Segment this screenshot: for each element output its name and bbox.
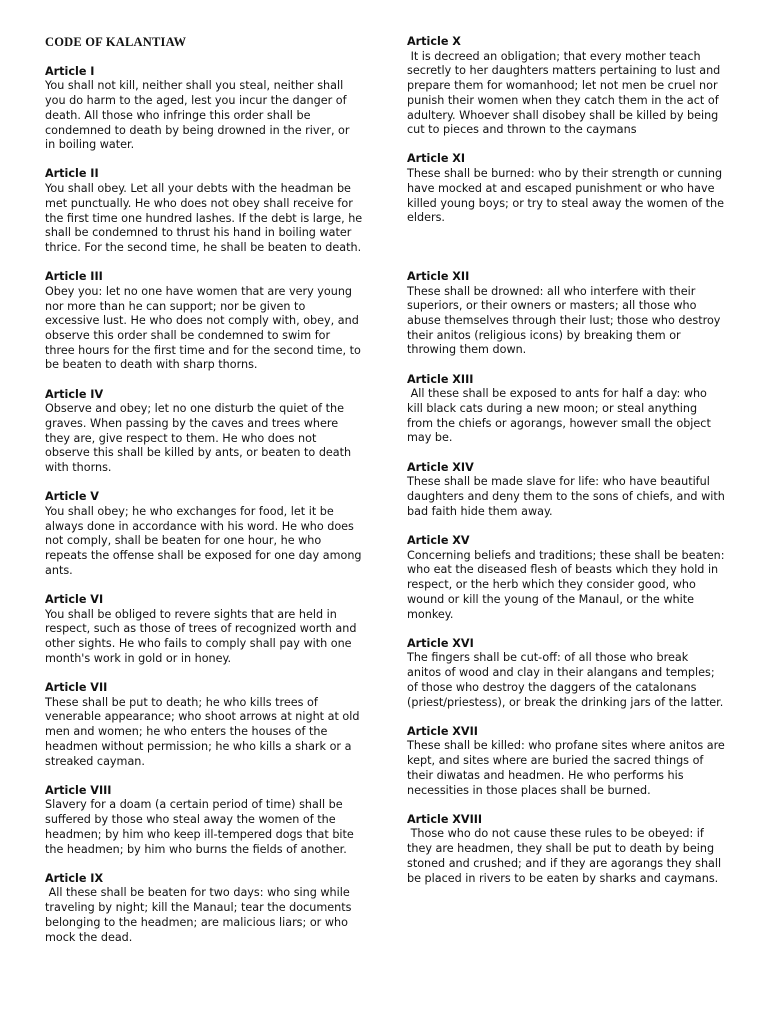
article	[45, 388, 363, 476]
article-heading: Article XIII	[407, 372, 474, 386]
article	[407, 637, 725, 711]
article	[45, 872, 363, 946]
article-body: These shall be burned: who by their strength or cunning have mocked at and escaped punishment or who have killed young boys; or try to steal away the women of the elders.	[407, 167, 728, 225]
article-heading: Article I	[45, 64, 95, 78]
article-heading: Article XVI	[407, 636, 474, 650]
article-heading: Article III	[45, 270, 103, 284]
article-body: These shall be drowned: all who interfere with their superiors, or their owners or masters; all those who abuse themselves through their lust; those who destroy their anitos (religious icons) by breaking them or throwing them down.	[407, 284, 724, 357]
article-heading: Article VI	[45, 593, 104, 606]
article	[407, 813, 725, 887]
article	[45, 65, 363, 153]
article-body: These shall be killed: who profane sites where anitos are kept, and sites where are buried the sacred things of their diwatas and headmen. He who performs his necessities in those places shall be burned.	[407, 739, 729, 797]
article-heading: Article II	[45, 167, 99, 181]
article-body: The fingers shall be cut-off: of all those who break anitos of wood and clay in their alangans and temples; of those who destroy the daggers of the catalonans (priest/priestess), or break the drinking jars of the latter.	[407, 651, 724, 709]
article-body: Concerning beliefs and traditions; these shall be beaten: who eat the diseased flesh of beasts which they hold in respect, or the herb which they consider good, who wound or kill the young of the Manaul, or the white monkey.	[407, 548, 729, 621]
article-body: All these shall be beaten for two days: who sing while traveling by night; kill the Manaul; tear the documents belonging to the headmen; are malicious liars; or who mock the dead.	[45, 886, 355, 944]
article-heading: Article IV	[45, 387, 104, 401]
article	[407, 152, 728, 226]
article-body: You shall be obliged to revere sights that are held in respect, such as those of trees of recognized worth and other sights. He who fails to comply shall pay with one month's work in gold or in honey.	[45, 607, 360, 665]
article-heading: Article V	[45, 490, 99, 504]
article-body: These shall be put to death; he who kills trees of venerable appearance; who shoot arrows at night at old men and women; he who enters the houses of the headmen without permission; he who kills a shark or a streaked cayman.	[45, 695, 364, 768]
article-body: All these shall be exposed to ants for half a day: who kill black cats during a new moon; or steal anything from the chiefs or agorangs, however small the object may be.	[407, 387, 715, 445]
article-heading: Article XVIII	[407, 812, 483, 826]
left-column	[45, 35, 366, 960]
article-body: Those who do not cause these rules to be obeyed: if they are headmen, they shall be put to death by being stoned and crushed; and if they are agorangs they shall be placed in rivers to be eaten by sharks and caymans.	[407, 827, 725, 885]
article-body: Slavery for a doam (a certain period of time) shall be suffered by those who steal away the women of the headmen; by him who keep ill-tempered dogs that bite the headmen; by him who burns the fields of another.	[45, 798, 358, 856]
right-column	[407, 35, 729, 901]
article-heading: Article XV	[407, 533, 470, 547]
article-body: You shall obey; he who exchanges for food, let it be always done in accordance with his word. He who does not comply, shall be beaten for one hour, he who repeats the offense shall be exposed for one day among ants.	[45, 504, 366, 577]
article	[45, 167, 366, 255]
article-heading: Article XII	[407, 269, 470, 283]
article	[407, 373, 725, 447]
article	[407, 35, 725, 138]
article-heading: Article XI	[407, 152, 466, 166]
article-body: Obey you: let no one have women that are very young nor more than he can support; nor be given to excessive lust. He who does not comply with, obey, and observe this order shall be condemned to swim for three hours for the first time and for the second time, to be beaten to death with sharp thorns.	[45, 284, 365, 372]
article-heading: Article IX	[45, 871, 104, 885]
article	[407, 270, 725, 358]
article	[45, 593, 363, 667]
article-body: It is decreed an obligation; that every mother teach secretly to her daughters matters pertaining to lust and prepare them for womanhood; let not men be cruel nor punish their women when they catch them in the act of adultery. Whoever shall disobey shall be killed by being cut to pieces and thrown to the caymans	[407, 49, 724, 137]
article	[45, 784, 363, 858]
article-heading: Article XVII	[407, 724, 478, 738]
article-body: You shall not kill, neither shall you steal, neither shall you do harm to the aged, lest you incur the danger of death. All those who infringe this order shall be condemned to death by being drowned in the river, or in boiling water.	[45, 79, 354, 152]
document-title: CODE OF KALANTIAW	[45, 35, 187, 49]
article-heading: Article VII	[45, 681, 108, 695]
article-heading: Article X	[407, 35, 461, 48]
article	[45, 490, 366, 578]
article-heading: Article VIII	[45, 783, 112, 797]
article-body: These shall be made slave for life: who have beautiful daughters and deny them to the sons of chiefs, and with bad faith hide them away.	[407, 475, 729, 518]
article-body: You shall obey. Let all your debts with the headman be met punctually. He who does not obey shall receive for the first time one hundred lashes. If the debt is large, he shall be condemned to thrust his hand in boiling water thrice. For the second time, he shall be beaten to death.	[45, 182, 366, 254]
article	[407, 724, 729, 799]
article	[45, 270, 363, 373]
article-heading: Article XIV	[407, 460, 474, 474]
article-body: Observe and obey; let no one disturb the quiet of the graves. When passing by the caves and trees where they are, give respect to them. He who does not observe this shall be killed by ants, or beaten to death with thorns.	[45, 402, 355, 475]
article	[407, 460, 729, 520]
article	[45, 681, 363, 769]
article	[407, 533, 729, 622]
